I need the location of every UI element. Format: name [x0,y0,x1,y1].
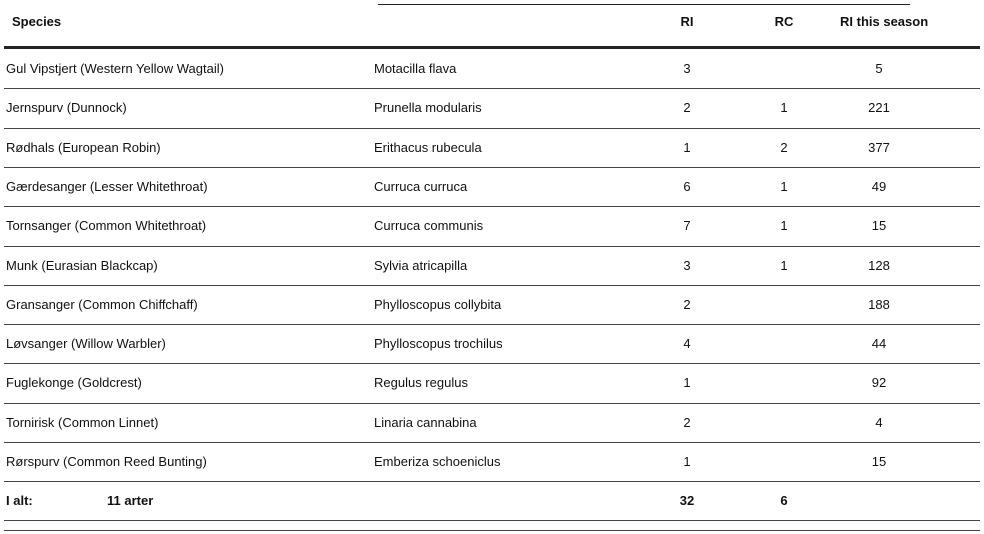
row-divider [4,481,980,482]
species-common-name: Gærdesanger (Lesser Whitethroat) [6,178,208,194]
row-divider [4,128,980,129]
row-divider [4,363,980,364]
species-latin-name: Linaria cannabina [374,414,477,430]
species-latin-name: Erithacus rubecula [374,139,482,155]
top-rule [378,4,910,5]
species-common-name: Gul Vipstjert (Western Yellow Wagtail) [6,61,224,76]
ri-season-value: 4 [875,414,883,430]
ri-value: 3 [683,257,691,273]
row-divider [4,88,980,89]
ri-value: 1 [683,454,691,469]
rc-value: 1 [780,178,788,194]
header-species: Species [12,14,62,29]
species-common-name: Rødhals (European Robin) [6,139,161,155]
ri-season-value: 128 [868,257,890,273]
ri-season-value: 188 [868,296,890,312]
species-latin-name: Regulus regulus [374,375,468,391]
row-divider [4,403,980,404]
species-common-name: Jernspurv (Dunnock) [6,100,127,116]
total-top-rule [4,520,980,521]
ri-season-value: 15 [871,454,887,469]
total-ri: 32 [679,493,695,508]
row-divider [4,206,980,207]
ri-value: 2 [683,296,691,312]
species-latin-name: Motacilla flava [374,61,457,76]
species-latin-name: Curruca curruca [374,178,468,194]
rc-value: 1 [780,100,788,116]
bottom-rule [4,530,980,531]
row-divider [4,167,980,168]
species-latin-name: Emberiza schoeniclus [374,454,501,469]
ri-season-value: 44 [871,336,887,352]
row-divider [4,324,980,325]
species-latin-name: Sylvia atricapilla [374,257,468,273]
species-common-name: Gransanger (Common Chiffchaff) [6,296,198,312]
ri-value: 3 [683,61,691,76]
ri-value: 1 [683,375,691,391]
row-divider [4,442,980,443]
ri-value: 4 [683,336,691,352]
header-ri-this-season: RI this season [840,14,929,29]
header-rule [4,46,980,49]
ri-season-value: 15 [871,218,887,234]
ri-value: 6 [683,178,691,194]
header-ri: RI [680,14,694,29]
rc-value: 1 [780,257,788,273]
ri-season-value: 5 [875,61,883,76]
ri-value: 1 [683,139,691,155]
ri-season-value: 377 [868,139,890,155]
ri-value: 2 [683,100,691,116]
species-common-name: Rørspurv (Common Reed Bunting) [6,454,207,469]
ri-season-value: 221 [868,100,890,116]
total-label: I alt: [6,493,33,508]
species-common-name: Løvsanger (Willow Warbler) [6,336,166,352]
total-species-count: 11 arter [107,493,154,508]
species-latin-name: Phylloscopus trochilus [374,336,503,352]
species-common-name: Munk (Eurasian Blackcap) [6,257,158,273]
header-rc: RC [774,14,794,29]
rc-value: 2 [780,139,788,155]
total-rc: 6 [780,493,788,508]
species-common-name: Fuglekonge (Goldcrest) [6,375,142,391]
species-latin-name: Phylloscopus collybita [374,296,502,312]
species-latin-name: Curruca communis [374,218,484,234]
species-common-name: Tornirisk (Common Linnet) [6,414,159,430]
species-latin-name: Prunella modularis [374,100,482,116]
ri-season-value: 92 [871,375,887,391]
ri-value: 2 [683,414,691,430]
row-divider [4,285,980,286]
ri-value: 7 [683,218,691,234]
species-common-name: Tornsanger (Common Whitethroat) [6,218,207,234]
rc-value: 1 [780,218,788,234]
ri-season-value: 49 [871,178,887,194]
row-divider [4,246,980,247]
